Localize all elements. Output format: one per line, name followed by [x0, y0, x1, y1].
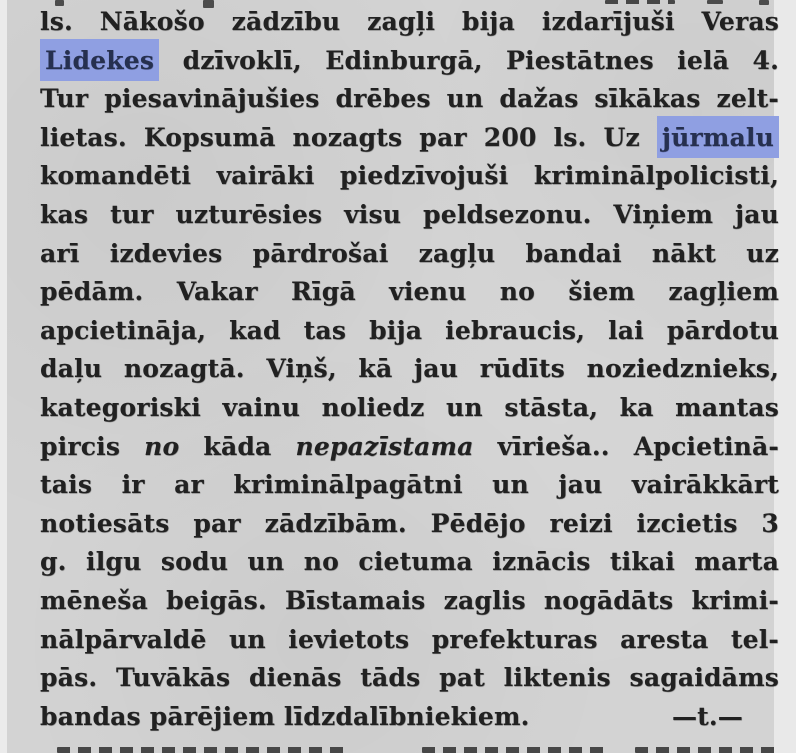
text-segment: pās. Tuvākās dienās tāds pat liktenis sagaidāms [40, 663, 779, 693]
text-segment: kāda [179, 431, 296, 461]
text-segment: arī izdevies pārdrošai zagļu bandai nākt uz [40, 238, 779, 268]
text-segment: apcietināja, kad tas bija iebraucis, lai pārdotu [40, 315, 779, 345]
text-line [40, 389, 779, 428]
text-line [40, 3, 779, 42]
text-line [40, 196, 779, 235]
text-segment: lietas. Kopsumā nozagts par 200 ls. Uz [40, 122, 657, 152]
text-line [40, 466, 779, 505]
text-segment: pēdām. Vakar Rīgā vienu no šiem zagļiem [40, 277, 779, 307]
text-segment: pircis [40, 431, 145, 461]
text-line [40, 582, 779, 621]
cut-glyph-fragment [635, 747, 775, 753]
scan-left-margin [0, 0, 7, 753]
text-segment: g. ilgu sodu un no cietuma iznācis tikai marta [40, 547, 779, 577]
article-text [40, 3, 779, 736]
text-line [40, 273, 779, 312]
text-line [40, 659, 779, 698]
text-segment: ls. Nākošo zādzību zagļi bija izdarījuši Veras [40, 7, 779, 36]
text-segment: dzīvoklī, Edinburgā, Piestātnes ielā 4. [159, 45, 779, 75]
text-line [40, 621, 779, 660]
text-segment: Tur piesavinājušies drēbes un dažas sīkākas zelt- [40, 84, 779, 114]
text-segment: nepazīstama [295, 431, 474, 461]
text-segment: bandas pārējiem līdzdalībniekiem. [40, 701, 530, 731]
text-line [40, 157, 779, 196]
text-segment: kas tur uzturēsies visu peldsezonu. Viņiem jau [40, 199, 779, 229]
highlight-lidekes[interactable]: Lidekes [40, 39, 159, 81]
text-line [40, 698, 779, 737]
text-line [40, 80, 779, 119]
text-segment: notiesāts par zādzībām. Pēdējo reizi izcietis 3 [40, 508, 779, 538]
cut-glyph-fragment [422, 747, 607, 753]
newspaper-scan [7, 0, 779, 753]
text-line [40, 312, 779, 351]
text-segment: tais ir ar kriminālpagātni un jau vairākkārt [40, 470, 779, 500]
text-line [40, 428, 779, 467]
text-segment: komandēti vairāki piedzīvojuši kriminālpolicisti, [40, 161, 779, 191]
text-segment: no [144, 431, 180, 461]
text-line [40, 235, 779, 274]
text-segment: mēneša beigās. Bīstamais zaglis nogādāts krimi- [40, 585, 779, 615]
text-line [40, 119, 779, 158]
text-segment: —t.— [671, 701, 743, 731]
text-segment: nālpārvaldē un ievietots prefekturas aresta tel- [40, 624, 779, 654]
text-line [40, 42, 779, 81]
text-line [40, 505, 779, 544]
highlight-jurmalu[interactable]: jūrmalu [657, 116, 779, 158]
text-segment: daļu nozagtā. Viņš, kā jau rūdīts noziedznieks, [40, 354, 779, 384]
text-line [40, 543, 779, 582]
text-segment: kategoriski vainu noliedz un stāsta, ka mantas [40, 392, 779, 422]
text-segment: vīrieša.. Apcietinā- [473, 431, 779, 461]
text-line [40, 350, 779, 389]
cut-glyph-fragment [57, 747, 347, 753]
